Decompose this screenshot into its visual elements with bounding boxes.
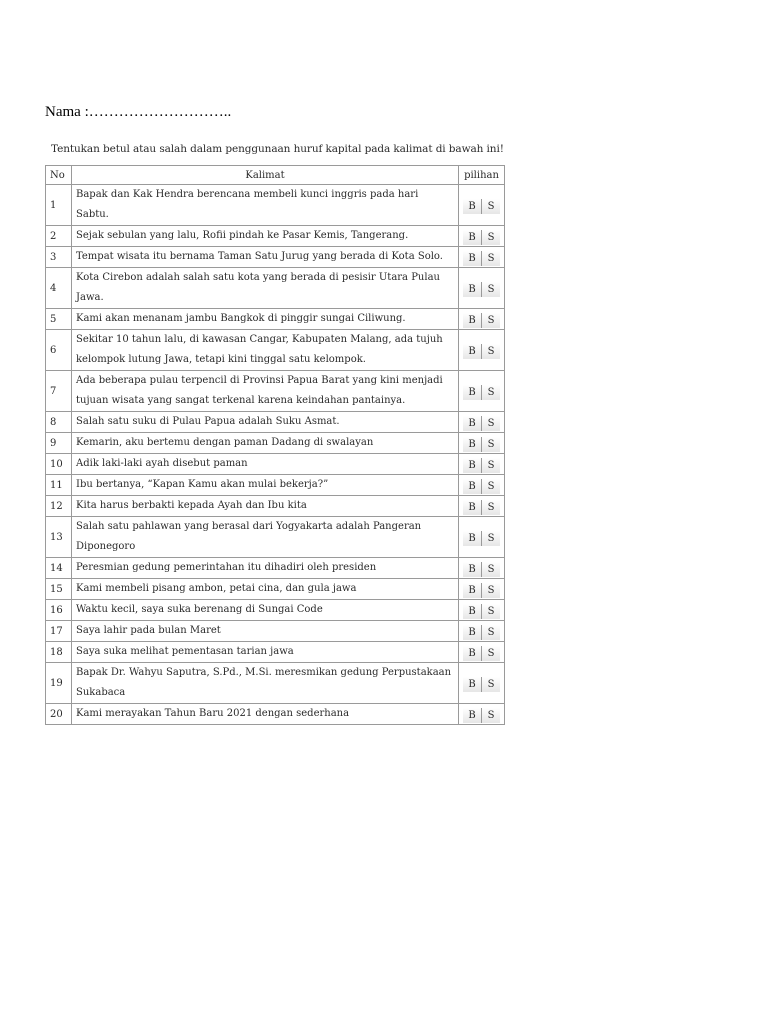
salah-button[interactable]: S bbox=[482, 562, 500, 577]
row-choice bbox=[459, 496, 505, 517]
choice-buttons bbox=[463, 228, 500, 245]
salah-button[interactable]: S bbox=[482, 199, 500, 214]
name-field-label: Nama :……………………….. bbox=[45, 104, 232, 120]
choice-buttons bbox=[463, 644, 500, 661]
table-row bbox=[46, 600, 505, 621]
choice-buttons bbox=[463, 197, 500, 214]
row-choice bbox=[459, 704, 505, 725]
choice-buttons bbox=[463, 249, 500, 266]
row-choice bbox=[459, 433, 505, 454]
quiz-table bbox=[45, 165, 505, 725]
choice-buttons bbox=[463, 529, 500, 546]
betul-button[interactable]: B bbox=[463, 344, 482, 359]
row-choice bbox=[459, 558, 505, 579]
row-choice bbox=[459, 517, 505, 558]
row-sentence: Kami membeli pisang ambon, petai cina, dan gula jawa bbox=[72, 579, 459, 600]
choice-buttons bbox=[463, 456, 500, 473]
row-number: 1 bbox=[46, 185, 72, 226]
table-row bbox=[46, 412, 505, 433]
row-number: 10 bbox=[46, 454, 72, 475]
choice-buttons bbox=[463, 477, 500, 494]
row-sentence: Ibu bertanya, “Kapan Kamu akan mulai bekerja?” bbox=[72, 475, 459, 496]
header-pilihan: pilihan bbox=[459, 166, 505, 185]
row-choice bbox=[459, 621, 505, 642]
row-choice bbox=[459, 600, 505, 621]
table-row bbox=[46, 475, 505, 496]
row-sentence: Adik laki-laki ayah disebut paman bbox=[72, 454, 459, 475]
row-sentence: Saya lahir pada bulan Maret bbox=[72, 621, 459, 642]
betul-button[interactable]: B bbox=[463, 230, 482, 245]
salah-button[interactable]: S bbox=[482, 479, 500, 494]
row-choice bbox=[459, 642, 505, 663]
table-row bbox=[46, 309, 505, 330]
choice-buttons bbox=[463, 581, 500, 598]
table-row bbox=[46, 579, 505, 600]
row-choice bbox=[459, 663, 505, 704]
salah-button[interactable]: S bbox=[482, 583, 500, 598]
row-choice bbox=[459, 226, 505, 247]
salah-button[interactable]: S bbox=[482, 625, 500, 640]
instruction-text: Tentukan betul atau salah dalam penggunaan huruf kapital pada kalimat di bawah ini! bbox=[51, 143, 504, 155]
table-row bbox=[46, 371, 505, 412]
row-sentence: Kami akan menanam jambu Bangkok di pinggir sungai Ciliwung. bbox=[72, 309, 459, 330]
row-sentence: Peresmian gedung pemerintahan itu dihadiri oleh presiden bbox=[72, 558, 459, 579]
betul-button[interactable]: B bbox=[463, 625, 482, 640]
betul-button[interactable]: B bbox=[463, 708, 482, 723]
salah-button[interactable]: S bbox=[482, 416, 500, 431]
row-number: 19 bbox=[46, 663, 72, 704]
row-number: 6 bbox=[46, 330, 72, 371]
row-number: 18 bbox=[46, 642, 72, 663]
row-sentence: Sekitar 10 tahun lalu, di kawasan Cangar, Kabupaten Malang, ada tujuh kelompok lutung Jawa, tetapi kini tinggal satu kelompok. bbox=[72, 330, 459, 371]
row-number: 17 bbox=[46, 621, 72, 642]
header-kalimat: Kalimat bbox=[72, 166, 459, 185]
salah-button[interactable]: S bbox=[482, 230, 500, 245]
row-sentence: Saya suka melihat pementasan tarian jawa bbox=[72, 642, 459, 663]
row-sentence: Bapak dan Kak Hendra berencana membeli kunci inggris pada hari Sabtu. bbox=[72, 185, 459, 226]
betul-button[interactable]: B bbox=[463, 458, 482, 473]
table-row bbox=[46, 330, 505, 371]
betul-button[interactable]: B bbox=[463, 437, 482, 452]
choice-buttons bbox=[463, 280, 500, 297]
table-row bbox=[46, 621, 505, 642]
betul-button[interactable]: B bbox=[463, 677, 482, 692]
row-sentence: Salah satu pahlawan yang berasal dari Yogyakarta adalah Pangeran Diponegoro bbox=[72, 517, 459, 558]
row-sentence: Salah satu suku di Pulau Papua adalah Suku Asmat. bbox=[72, 412, 459, 433]
table-row bbox=[46, 247, 505, 268]
salah-button[interactable]: S bbox=[482, 313, 500, 328]
betul-button[interactable]: B bbox=[463, 313, 482, 328]
row-sentence: Kemarin, aku bertemu dengan paman Dadang di swalayan bbox=[72, 433, 459, 454]
row-number: 12 bbox=[46, 496, 72, 517]
choice-buttons bbox=[463, 560, 500, 577]
betul-button[interactable]: B bbox=[463, 604, 482, 619]
choice-buttons bbox=[463, 675, 500, 692]
betul-button[interactable]: B bbox=[463, 479, 482, 494]
betul-button[interactable]: B bbox=[463, 562, 482, 577]
row-number: 13 bbox=[46, 517, 72, 558]
row-choice bbox=[459, 185, 505, 226]
row-sentence: Kita harus berbakti kepada Ayah dan Ibu kita bbox=[72, 496, 459, 517]
row-number: 14 bbox=[46, 558, 72, 579]
row-choice bbox=[459, 412, 505, 433]
betul-button[interactable]: B bbox=[463, 500, 482, 515]
choice-buttons bbox=[463, 706, 500, 723]
choice-buttons bbox=[463, 435, 500, 452]
table-body bbox=[46, 185, 505, 725]
betul-button[interactable]: B bbox=[463, 531, 482, 546]
row-sentence: Ada beberapa pulau terpencil di Provinsi Papua Barat yang kini menjadi tujuan wisata yang sangat terkenal karena keindahan pantainya. bbox=[72, 371, 459, 412]
row-choice bbox=[459, 268, 505, 309]
betul-button[interactable]: B bbox=[463, 416, 482, 431]
row-choice bbox=[459, 454, 505, 475]
row-number: 15 bbox=[46, 579, 72, 600]
table-row bbox=[46, 433, 505, 454]
salah-button[interactable]: S bbox=[482, 282, 500, 297]
row-number: 16 bbox=[46, 600, 72, 621]
salah-button[interactable]: S bbox=[482, 708, 500, 723]
salah-button[interactable]: S bbox=[482, 437, 500, 452]
choice-buttons bbox=[463, 623, 500, 640]
header-no: No bbox=[46, 166, 72, 185]
row-number: 7 bbox=[46, 371, 72, 412]
table-row bbox=[46, 558, 505, 579]
row-sentence: Tempat wisata itu bernama Taman Satu Jurug yang berada di Kota Solo. bbox=[72, 247, 459, 268]
betul-button[interactable]: B bbox=[463, 251, 482, 266]
salah-button[interactable]: S bbox=[482, 531, 500, 546]
row-number: 8 bbox=[46, 412, 72, 433]
row-choice bbox=[459, 247, 505, 268]
row-number: 9 bbox=[46, 433, 72, 454]
row-choice bbox=[459, 330, 505, 371]
table-row bbox=[46, 704, 505, 725]
salah-button[interactable]: S bbox=[482, 500, 500, 515]
row-sentence: Bapak Dr. Wahyu Saputra, S.Pd., M.Si. meresmikan gedung Perpustakaan Sukabaca bbox=[72, 663, 459, 704]
row-number: 20 bbox=[46, 704, 72, 725]
salah-button[interactable]: S bbox=[482, 458, 500, 473]
table-row bbox=[46, 226, 505, 247]
row-choice bbox=[459, 475, 505, 496]
row-choice bbox=[459, 579, 505, 600]
choice-buttons bbox=[463, 342, 500, 359]
row-choice bbox=[459, 371, 505, 412]
choice-buttons bbox=[463, 311, 500, 328]
table-row bbox=[46, 642, 505, 663]
salah-button[interactable]: S bbox=[482, 251, 500, 266]
choice-buttons bbox=[463, 498, 500, 515]
row-number: 2 bbox=[46, 226, 72, 247]
row-number: 4 bbox=[46, 268, 72, 309]
table-header-row bbox=[46, 166, 505, 185]
row-choice bbox=[459, 309, 505, 330]
table-row bbox=[46, 663, 505, 704]
row-number: 3 bbox=[46, 247, 72, 268]
row-number: 11 bbox=[46, 475, 72, 496]
row-sentence: Waktu kecil, saya suka berenang di Sungai Code bbox=[72, 600, 459, 621]
choice-buttons bbox=[463, 414, 500, 431]
row-sentence: Kota Cirebon adalah salah satu kota yang berada di pesisir Utara Pulau Jawa. bbox=[72, 268, 459, 309]
salah-button[interactable]: S bbox=[482, 604, 500, 619]
table-row bbox=[46, 454, 505, 475]
table-row bbox=[46, 268, 505, 309]
table-row bbox=[46, 496, 505, 517]
betul-button[interactable]: B bbox=[463, 583, 482, 598]
salah-button[interactable]: S bbox=[482, 646, 500, 661]
row-sentence: Sejak sebulan yang lalu, Rofii pindah ke Pasar Kemis, Tangerang. bbox=[72, 226, 459, 247]
table-row bbox=[46, 517, 505, 558]
choice-buttons bbox=[463, 383, 500, 400]
salah-button[interactable]: S bbox=[482, 385, 500, 400]
betul-button[interactable]: B bbox=[463, 646, 482, 661]
betul-button[interactable]: B bbox=[463, 282, 482, 297]
betul-button[interactable]: B bbox=[463, 385, 482, 400]
salah-button[interactable]: S bbox=[482, 344, 500, 359]
row-sentence: Kami merayakan Tahun Baru 2021 dengan sederhana bbox=[72, 704, 459, 725]
betul-button[interactable]: B bbox=[463, 199, 482, 214]
salah-button[interactable]: S bbox=[482, 677, 500, 692]
row-number: 5 bbox=[46, 309, 72, 330]
choice-buttons bbox=[463, 602, 500, 619]
table-row bbox=[46, 185, 505, 226]
